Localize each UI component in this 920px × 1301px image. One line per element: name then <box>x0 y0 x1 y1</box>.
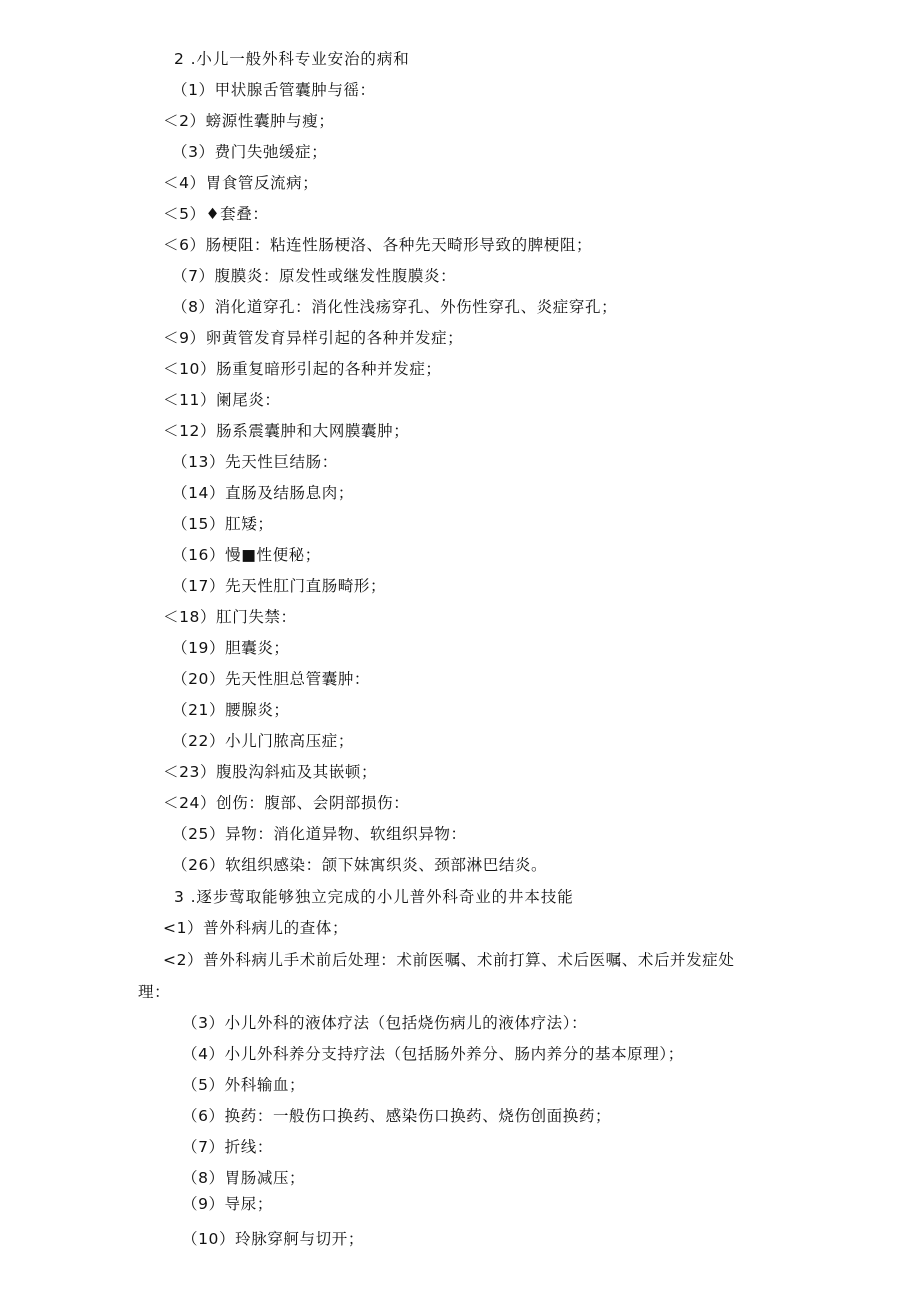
skill-item-1: <1）普外科病儿的查体； <box>163 919 349 937</box>
disease-item-13: （13）先天性巨结肠： <box>172 453 338 471</box>
disease-item-5: ＜5）♦套叠： <box>163 205 269 223</box>
disease-item-15: （15）肛矮； <box>172 515 274 533</box>
skill-item-3: （3）小儿外科的液体疗法（包括烧伤病儿的液体疗法）： <box>182 1014 588 1032</box>
disease-item-24: ＜24）创伤：腹部、会阴部损伤： <box>163 794 410 812</box>
disease-item-14: （14）直肠及结肠息肉； <box>172 484 354 502</box>
skill-item-8: （8）胃肠减压； <box>182 1169 306 1187</box>
skill-item-9: （9）导尿； <box>182 1195 273 1213</box>
skill-item-10: （10）玲脉穿舸与切开； <box>182 1230 364 1248</box>
skill-item-4: （4）小儿外科养分支持疗法（包括肠外养分、肠内养分的基本原理）； <box>182 1045 684 1063</box>
skill-item-5: （5）外科输血； <box>182 1076 306 1094</box>
disease-item-6: ＜6）肠梗阻：粘连性肠梗洛、各种先天畸形导致的脾梗阻； <box>163 236 593 254</box>
skill-item-7: （7）折线： <box>182 1138 273 1156</box>
disease-item-22: （22）小儿门脓高压症； <box>172 732 354 750</box>
disease-item-25: （25）异物：消化道异物、软组织异物： <box>172 825 467 843</box>
disease-item-7: （7）腹膜炎：原发性或继发性腹膜炎： <box>172 267 457 285</box>
disease-item-12: ＜12）肠系震囊肿和大网膜囊肿； <box>163 422 410 440</box>
disease-item-23: ＜23）腹股沟斜疝及其嵌顿； <box>163 763 378 781</box>
disease-item-19: （19）胆囊炎； <box>172 639 290 657</box>
disease-item-1: （1）甲状腺舌管囊肿与徭： <box>172 81 376 99</box>
disease-item-8: （8）消化道穿孔：消化性浅疡穿孔、外伤性穿孔、炎症穿孔； <box>172 298 618 316</box>
disease-item-16: （16）慢■性便秘； <box>172 546 321 564</box>
disease-item-9: ＜9）卵黄管发育异样引起的各种并发症； <box>163 329 464 347</box>
disease-item-10: ＜10）肠重复暗形引起的各种并发症； <box>163 360 442 378</box>
disease-item-26: （26）软组织感染：颌下妹寓织炎、颈部淋巴结炎。 <box>172 856 548 874</box>
skill-item-2: <2）普外科病儿手术前后处理：术前医嘱、术前打算、术后医嘱、术后并发症处 <box>163 951 735 969</box>
section-2-heading: 2 .小儿一般外科专业安治的病和 <box>174 50 410 68</box>
disease-item-21: （21）腰腺炎； <box>172 701 290 719</box>
skill-item-6: （6）换药：一般伤口换药、感染伤口换药、烧伤创面换药； <box>182 1107 612 1125</box>
skill-item-2-continuation: 理： <box>138 983 171 1001</box>
disease-item-3: （3）费门失弛缓症； <box>172 143 328 161</box>
disease-item-4: ＜4）胃食管反流病； <box>163 174 319 192</box>
section-3-heading: 3 .逐步莺取能够独立完成的小儿普外科奇业的井本技能 <box>174 888 574 906</box>
disease-item-2: ＜2）螃源性囊肿与瘦； <box>163 112 335 130</box>
disease-item-17: （17）先天性肛门直肠畸形； <box>172 577 387 595</box>
disease-item-20: （20）先天性胆总管囊肿： <box>172 670 371 688</box>
disease-item-18: ＜18）肛门失禁： <box>163 608 297 626</box>
disease-item-11: ＜11）阑尾炎： <box>163 391 281 409</box>
